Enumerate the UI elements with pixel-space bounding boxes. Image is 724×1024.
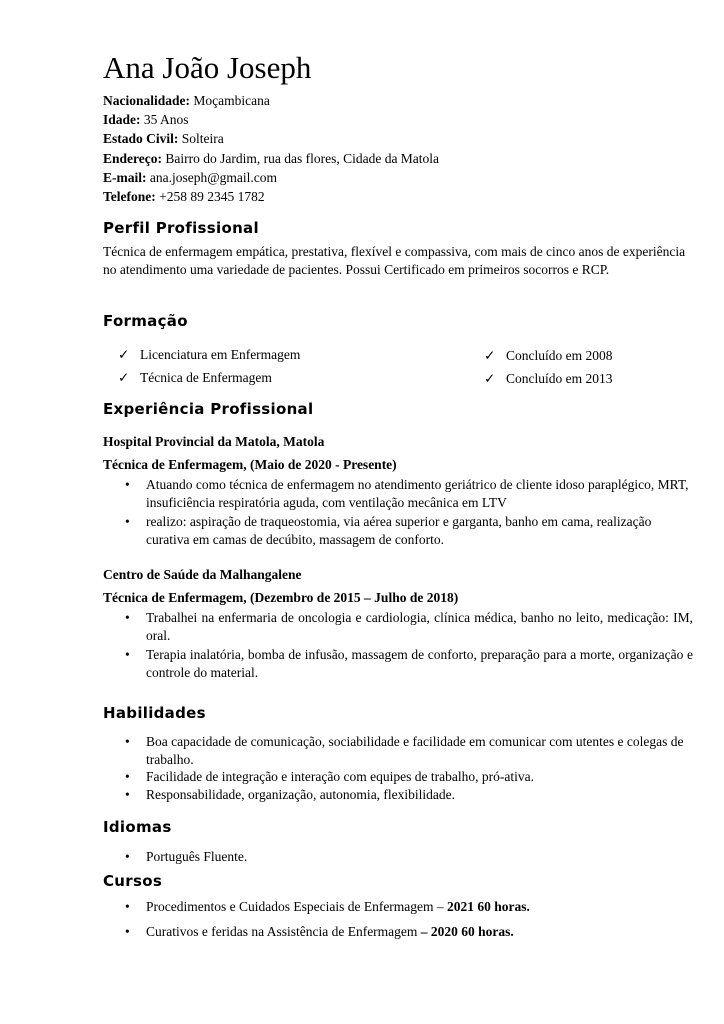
job-employer: Centro de Saúde da Malhangalene [103, 567, 302, 582]
bullet-icon: • [125, 514, 130, 529]
list-item: • Trabalhei na enfermaria de oncologia e cardiologia, clínica médica, banho no leito, medicação: IM, oral. [125, 610, 693, 643]
formacao-item: ✓ Licenciatura em Enfermagem [118, 347, 301, 362]
list-item: • Terapia inalatória, bomba de infusão, massagem de conforto, preparação para a morte, organização e controle do material. [125, 647, 693, 680]
info-address: Endereço: Bairro do Jardim, rua das flores, Cidade da Matola [103, 151, 440, 166]
bullet-icon: • [125, 477, 130, 492]
candidate-name: Ana João Joseph [103, 50, 312, 85]
bullet-icon: • [125, 923, 130, 939]
list-item: • Procedimentos e Cuidados Especiais de Enfermagem – 2021 60 horas. [125, 899, 530, 914]
skills-list [103, 733, 693, 803]
section-heading-habilidades: Habilidades [103, 704, 206, 722]
info-nationality: Nacionalidade: Moçambicana [103, 93, 270, 108]
section-heading-experiencia: Experiência Profissional [103, 400, 314, 418]
bullet-icon: • [125, 734, 130, 749]
languages-list [103, 848, 693, 866]
list-item: • Português Fluente. [125, 849, 248, 864]
job-duties-list [103, 609, 693, 681]
section-heading-formacao: Formação [103, 312, 188, 330]
job-duties-list [103, 476, 693, 548]
list-item: • Atuando como técnica de enfermagem no atendimento geriátrico de cliente idoso paraplégico, MRT, insuficiência respiratória aguda, com ventilação mecânica em LTV [125, 477, 689, 510]
formacao-status: ✓ Concluído em 2013 [484, 371, 613, 386]
courses-list [103, 898, 693, 940]
formacao-status: ✓ Concluído em 2008 [484, 348, 613, 363]
list-item: • Boa capacidade de comunicação, sociabilidade e facilidade em comunicar com utentes e colegas de trabalho. [125, 734, 684, 767]
section-heading-perfil: Perfil Profissional [103, 219, 259, 237]
job-role: Técnica de Enfermagem, (Dezembro de 2015 – Julho de 2018) [103, 590, 459, 605]
check-icon: ✓ [484, 348, 496, 363]
job-employer: Hospital Provincial da Matola, Matola [103, 434, 325, 449]
list-item: • Curativos e feridas na Assistência de Enfermagem – 2020 60 horas. [125, 923, 514, 939]
check-icon: ✓ [484, 371, 496, 386]
job-role: Técnica de Enfermagem, (Maio de 2020 - Presente) [103, 457, 397, 472]
bullet-icon: • [125, 786, 130, 802]
formacao-item: ✓ Técnica de Enfermagem [118, 370, 272, 385]
list-item: • Facilidade de integração e interação com equipes de trabalho, pró-ativa. [125, 769, 534, 784]
info-email: E-mail: ana.joseph@gmail.com [103, 170, 278, 185]
info-phone: Telefone: +258 89 2345 1782 [103, 189, 265, 204]
list-item: • Responsabilidade, organização, autonomia, flexibilidade. [125, 786, 456, 802]
bullet-icon: • [125, 647, 130, 662]
bullet-icon: • [125, 849, 130, 864]
bullet-icon: • [125, 899, 130, 914]
check-icon: ✓ [118, 370, 130, 385]
info-age: Idade: 35 Anos [103, 112, 189, 127]
section-heading-cursos: Cursos [103, 872, 163, 890]
perfil-text: Técnica de enfermagem empática, prestativa, flexível e compassiva, com mais de cinco anos de experiência no atendimento uma variedade de pacientes. Possui Certificado em primeiros socorros e RCP. [103, 244, 686, 277]
list-item: • realizo: aspiração de traqueostomia, via aérea superior e garganta, banho em cama, realização curativa em camas de decúbito, massagem de conforto. [125, 514, 652, 547]
info-civil-status: Estado Civil: Solteira [103, 131, 224, 146]
bullet-icon: • [125, 769, 130, 784]
check-icon: ✓ [118, 347, 130, 362]
bullet-icon: • [125, 610, 130, 625]
section-heading-idiomas: Idiomas [103, 818, 172, 836]
